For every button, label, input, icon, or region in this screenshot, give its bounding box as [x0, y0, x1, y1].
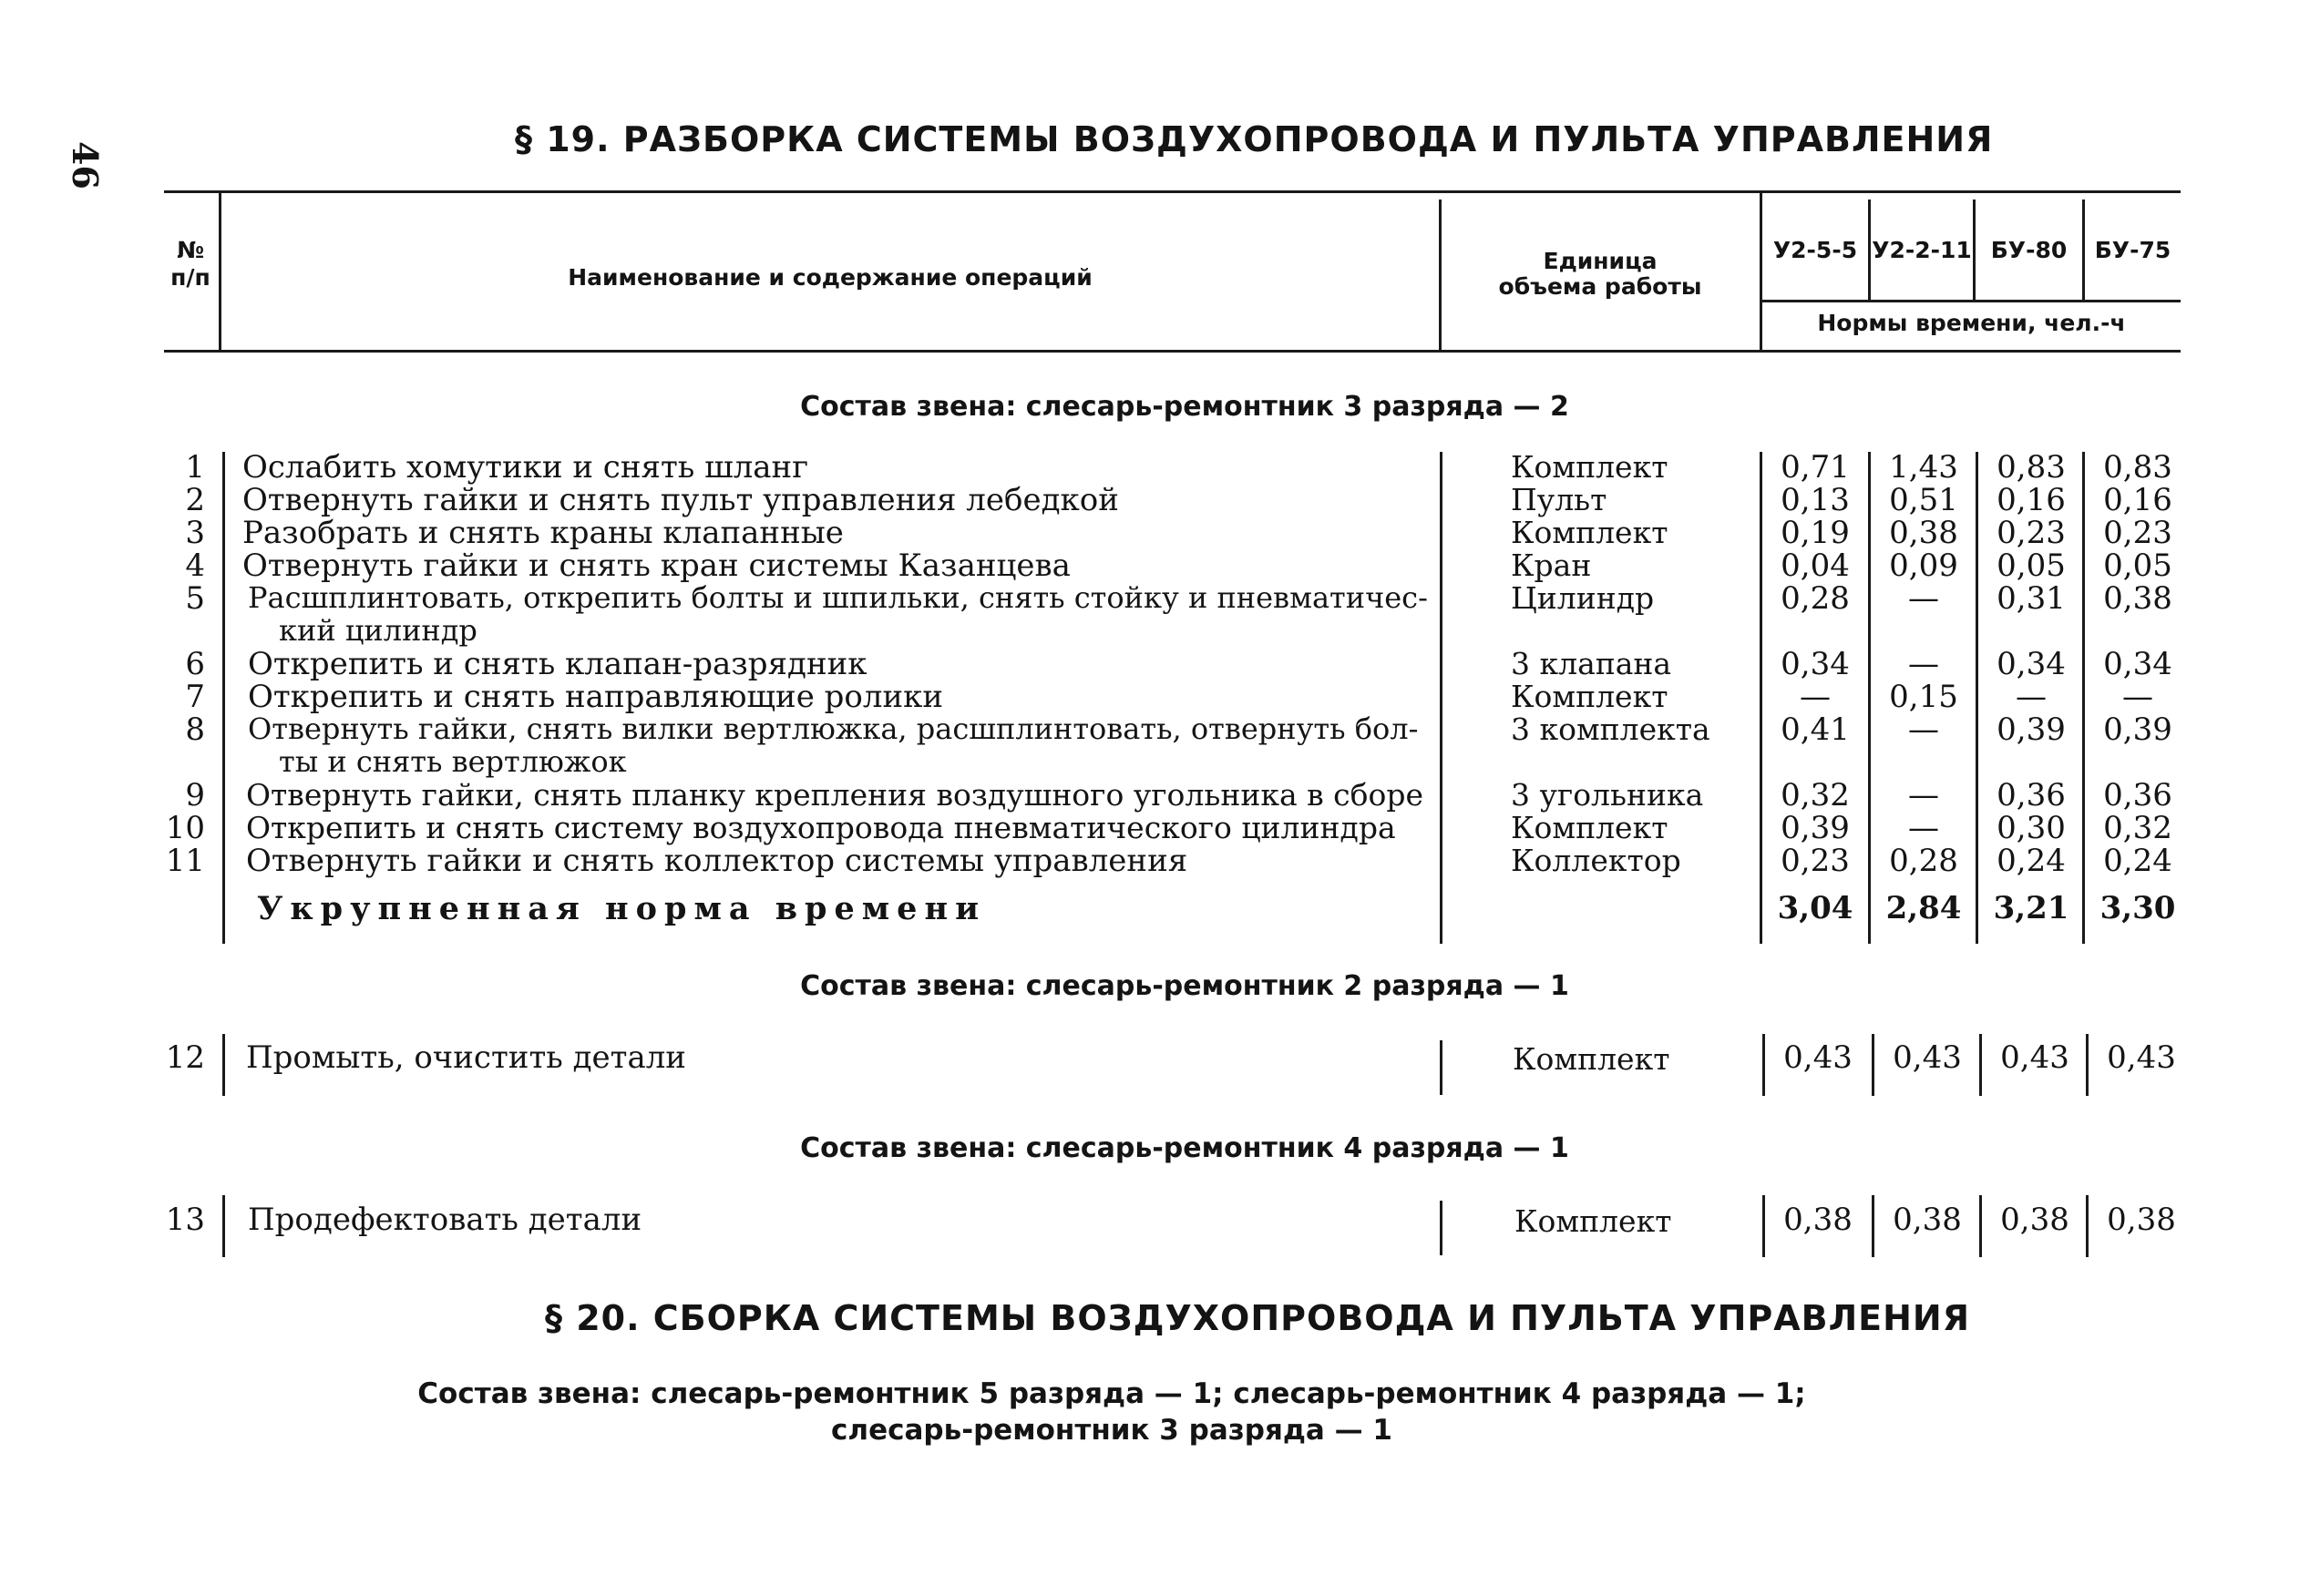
group-3-crew: Состав звена: слесарь-ремонтник 4 разряда — 1	[800, 1132, 1569, 1164]
value-bu-80: 0,05	[1997, 547, 2066, 584]
row-operation: Ослабить хомутики и снять шланг	[242, 449, 809, 486]
value-u2-5-5: 0,38	[1783, 1202, 1853, 1238]
row-unit: 3 клапана	[1511, 646, 1672, 681]
value-bu-80: 0,34	[1997, 646, 2066, 682]
total-bu-75: 3,30	[2099, 890, 2176, 926]
row-operation-continued: ты и снять вертлюжок	[279, 744, 627, 779]
value-u2-2-11: 0,28	[1889, 843, 1958, 879]
row-unit: Цилиндр	[1511, 580, 1655, 616]
value-bu-75: 0,32	[2103, 810, 2172, 846]
value-bu-75: 0,24	[2103, 843, 2172, 879]
value-bu-75: 0,16	[2103, 482, 2172, 518]
row-unit: Коллектор	[1511, 843, 1681, 878]
value-u2-2-11: 0,09	[1889, 547, 1958, 584]
value-bu-75: 0,23	[2103, 515, 2172, 551]
value-bu-80: —	[2016, 679, 2047, 715]
row-operation: Отвернуть гайки, снять планку крепления воздушного угольника в сборе	[246, 777, 1424, 813]
row-operation: Промыть, очистить детали	[246, 1039, 686, 1076]
value-bu-80: 0,16	[1997, 482, 2066, 518]
value-bu-80: 0,24	[1997, 843, 2066, 879]
value-u2-5-5: 0,41	[1781, 711, 1850, 748]
value-u2-2-11: 0,38	[1889, 515, 1958, 551]
value-bu-75: 0,39	[2103, 711, 2172, 748]
page-number: 46	[65, 141, 106, 189]
value-u2-5-5: 0,34	[1781, 646, 1850, 682]
row-unit: Комплект	[1511, 810, 1668, 845]
header-machine-u2-2-11: У2-2-11	[1872, 237, 1972, 263]
value-u2-5-5: 0,28	[1781, 580, 1850, 617]
section-20-crew-line-2: слесарь-ремонтник 3 разряда — 1	[831, 1414, 1392, 1447]
header-norms: Нормы времени, чел.-ч	[1817, 310, 2126, 336]
value-u2-2-11: 0,51	[1889, 482, 1958, 518]
row-operation: Отвернуть гайки и снять коллектор системы управления	[246, 843, 1188, 879]
row-unit: Комплект	[1511, 679, 1668, 714]
header-unit-line1: Единица	[1543, 248, 1658, 274]
value-bu-80: 0,43	[2000, 1039, 2069, 1076]
value-bu-75: 0,36	[2103, 777, 2172, 813]
row-unit: Кран	[1511, 547, 1592, 583]
header-machine-bu-75: БУ-75	[2094, 237, 2171, 263]
section-19-title: § 19. РАЗБОРКА СИСТЕМЫ ВОЗДУХОПРОВОДА И ПУЛЬТА УПРАВЛЕНИЯ	[515, 119, 1994, 159]
value-bu-75: 0,05	[2103, 547, 2172, 584]
value-u2-2-11: —	[1908, 580, 1939, 617]
row-number: 1	[185, 449, 205, 486]
row-operation: Открепить и снять систему воздухопровода пневматического цилиндра	[246, 810, 1396, 845]
row-operation: Отвернуть гайки, снять вилки вертлюжка, расшплинтовать, отвернуть бол-	[248, 711, 1419, 746]
value-u2-5-5: 0,32	[1781, 777, 1850, 813]
row-operation: Разобрать и снять краны клапанные	[242, 515, 844, 551]
row-number: 8	[185, 711, 205, 748]
value-u2-2-11: —	[1908, 646, 1939, 682]
value-bu-75: 0,34	[2103, 646, 2172, 682]
header-num-symbol: №	[176, 237, 205, 263]
row-number: 12	[165, 1039, 205, 1076]
value-bu-75: 0,38	[2107, 1202, 2176, 1238]
row-number: 5	[185, 580, 205, 617]
total-u2-2-11: 2,84	[1885, 890, 1962, 926]
row-operation: Открепить и снять клапан-разрядник	[248, 646, 867, 682]
value-u2-5-5: 0,23	[1781, 843, 1850, 879]
value-u2-2-11: 1,43	[1889, 449, 1958, 486]
row-operation: Открепить и снять направляющие ролики	[248, 679, 944, 715]
row-operation: Продефектовать детали	[248, 1202, 642, 1238]
value-bu-80: 0,39	[1997, 711, 2066, 748]
value-u2-2-11: —	[1908, 777, 1939, 813]
row-operation: Отвернуть гайки и снять пульт управления лебедкой	[242, 482, 1119, 518]
value-u2-2-11: 0,43	[1893, 1039, 1962, 1076]
row-number: 2	[185, 482, 205, 518]
row-number: 13	[165, 1202, 205, 1238]
value-bu-75: 0,83	[2103, 449, 2172, 486]
value-u2-2-11: —	[1908, 810, 1939, 846]
row-unit: 3 угольника	[1511, 777, 1704, 813]
value-u2-5-5: 0,13	[1781, 482, 1850, 518]
value-bu-80: 0,30	[1997, 810, 2066, 846]
row-operation: Расшплинтовать, открепить болты и шпильки, снять стойку и пневматичес-	[248, 580, 1428, 615]
header-machine-bu-80: БУ-80	[1990, 237, 2068, 263]
row-operation-continued: кий цилиндр	[279, 613, 477, 648]
row-number: 7	[185, 679, 205, 715]
value-u2-5-5: 0,39	[1781, 810, 1850, 846]
header-unit-line2: объема работы	[1498, 273, 1702, 300]
value-bu-80: 0,23	[1997, 515, 2066, 551]
value-u2-5-5: —	[1800, 679, 1831, 715]
header-operation-name: Наименование и содержание операций	[568, 264, 1093, 291]
row-unit: Комплект	[1511, 449, 1668, 485]
row-number: 9	[185, 777, 205, 813]
row-number: 3	[185, 515, 205, 551]
value-bu-75: —	[2122, 679, 2153, 715]
value-u2-5-5: 0,04	[1781, 547, 1850, 584]
row-number: 6	[185, 646, 205, 682]
group-1-crew: Состав звена: слесарь-ремонтник 3 разряда — 2	[800, 391, 1569, 423]
total-bu-80: 3,21	[1993, 890, 2069, 926]
row-unit: Комплект	[1513, 1041, 1670, 1077]
header-machine-u2-5-5: У2-5-5	[1772, 237, 1858, 263]
value-u2-2-11: 0,15	[1889, 679, 1958, 715]
value-bu-80: 0,83	[1997, 449, 2066, 486]
value-bu-75: 0,43	[2107, 1039, 2176, 1076]
row-unit: 3 комплекта	[1511, 711, 1710, 747]
row-number: 11	[165, 843, 205, 879]
row-unit: Пульт	[1511, 482, 1607, 517]
section-20-title: § 20. СБОРКА СИСТЕМЫ ВОЗДУХОПРОВОДА И ПУЛЬТА УПРАВЛЕНИЯ	[545, 1298, 1970, 1338]
row-number: 10	[165, 810, 205, 846]
value-bu-80: 0,36	[1997, 777, 2066, 813]
value-u2-5-5: 0,71	[1781, 449, 1850, 486]
header-num-label: п/п	[170, 264, 210, 291]
row-unit: Комплект	[1511, 515, 1668, 550]
value-u2-2-11: —	[1908, 711, 1939, 748]
total-label: Укрупненная норма времени	[257, 890, 987, 927]
value-bu-80: 0,38	[2000, 1202, 2069, 1238]
value-u2-5-5: 0,19	[1781, 515, 1850, 551]
group-2-crew: Состав звена: слесарь-ремонтник 2 разряда — 1	[800, 970, 1569, 1002]
row-unit: Комплект	[1514, 1203, 1672, 1239]
value-u2-5-5: 0,43	[1783, 1039, 1853, 1076]
section-20-crew-line-1: Состав звена: слесарь-ремонтник 5 разряда — 1; слесарь-ремонтник 4 разряда — 1;	[417, 1377, 1806, 1410]
value-bu-80: 0,31	[1997, 580, 2066, 617]
row-operation: Отвернуть гайки и снять кран системы Казанцева	[242, 547, 1071, 584]
value-u2-2-11: 0,38	[1893, 1202, 1962, 1238]
row-number: 4	[185, 547, 205, 584]
total-u2-5-5: 3,04	[1777, 890, 1853, 926]
value-bu-75: 0,38	[2103, 580, 2172, 617]
